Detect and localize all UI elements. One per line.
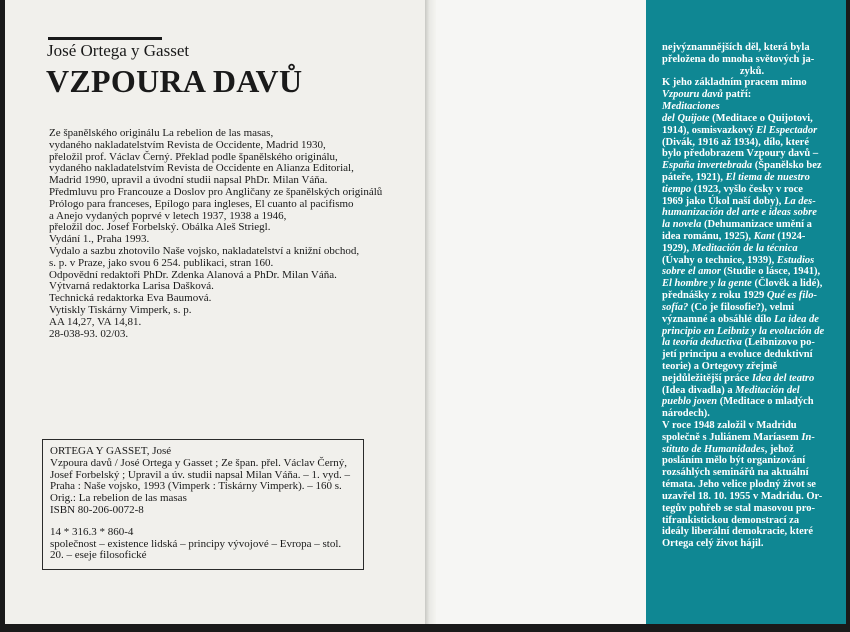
blurb-line: témata. Jeho velice plodný život se [662,479,816,491]
catalog-line: Vzpoura davů / José Ortega y Gasset ; Ze špan. přel. Václav Černý, [50,456,348,469]
imprint-line: Předmluvu pro Francouze a Doslov pro Angličany ze španělských originálů [49,185,383,198]
catalog-subject-line: společnost – existence lidská – principy vývojové – Evropa – stol. [50,537,342,550]
blurb-line: nejvýznamnějších děl, která byla [662,42,810,53]
blurb-line: bylo předobrazem Vzpoury davů – [662,148,819,160]
blurb-line: tegův pohřeb se stal masovou pro- [662,502,815,514]
book-title: VZPOURA DAVŮ [46,63,303,99]
blurb-line: El hombre y la gente (Člověk a lidé), [662,278,823,290]
blurb-line: páteře, 1921), El tiema de nuestro [662,171,810,183]
author-name: José Ortega y Gasset [47,41,190,60]
catalog-line: Josef Forbelský ; Upravil a úv. studii napsal Milan Váňa. – 1. vyd. – [50,468,351,481]
catalog-line: Orig.: La rebelion de las masas [50,492,187,505]
blurb-line: uzavřel 18. 10. 1955 v Madridu. Or- [662,490,823,502]
blurb-line: nejdůležitější práce Idea del teatro [662,372,815,384]
blurb-line: V roce 1948 založil v Madridu [662,420,797,431]
catalog-line: ISBN 80-206-0072-8 [50,503,144,516]
imprint-line: Madrid 1990, upravil a úvodní studii napsal PhDr. Milan Váňa. [49,174,328,187]
blurb-line: K jeho základním pracem mimo [662,77,807,89]
blurb-line: España invertebrada (Španělsko bez [662,160,822,172]
blurb-line: humanización del arte e ideas sobre [662,207,817,219]
blurb-line: jetí principu a evoluce deduktivní [662,349,813,361]
blurb-line: Vzpouru davů patří: [662,89,752,101]
blurb-line: společně s Juliánem Maríasem In- [662,431,815,443]
imprint-line: Výtvarná redaktorka Larisa Dašková. [49,280,214,293]
blurb-line: la teoría deductiva (Leibnizovo po- [662,337,815,349]
blurb-line: idea románu, 1925), Kant (1924- [662,231,806,242]
imprint-line: Odpovědní redaktoři PhDr. Zdenka Alanová a PhDr. Milan Váňa. [49,268,337,281]
catalog-line: Praha : Naše vojsko, 1993 (Vimperk : Tiskárny Vimperk). – 160 s. [50,480,342,493]
title-rule [48,37,162,40]
blurb-line: tifrankistickou demonstrací za [662,514,800,526]
blurb-line: sobre el amor (Studie o lásce, 1941), [662,266,821,278]
blurb-line: ideály liberální demokracie, které [662,526,814,538]
imprint-line: Ze španělského originálu La rebelion de las masas, [49,127,274,139]
blurb-line: zyků. [739,65,765,77]
blurb-line: národech). [662,408,710,420]
blurb-line: přeložena do mnoha světových ja- [662,53,815,65]
blurb-line: 1914), osmisvazkový El Espectador [662,124,818,136]
imprint-line: s. p. v Praze, jako svou 6 254. publikaci, stran 160. [49,256,274,269]
imprint-line: Vydání 1., Praha 1993. [49,233,150,246]
imprint-line: přeložil doc. Josef Forbelský. Obálka Aleš Striegl. [49,221,271,234]
book-gutter [425,0,436,632]
blurb-line: Ortega celý život hájil. [662,538,764,550]
blurb-line: tiempo (1923, vyšlo česky v roce [662,183,803,195]
blurb-line: 1969 jako Úkol naší doby), La des- [662,195,816,207]
imprint-line: vydaného nakladatelstvím Revista de Occidente, Madrid 1930, [49,138,326,151]
blurb-line: principio en Leibniz y la evolución de [662,325,825,337]
scan-border [0,624,850,632]
blurb-line: teorie) a Ortegovy zřejmě [662,360,778,372]
blurb-line: del Quijote (Meditace o Quijotovi, [662,112,813,124]
blurb-line: Meditaciones [662,101,720,113]
catalog-subject-line: 14 * 316.3 * 860-4 [50,525,134,538]
blurb-line: rozsáhlých seminářů na aktuální [662,467,809,479]
author-blurb [662,42,842,550]
blurb-line: (Idea divadla) a Meditación del [662,384,800,396]
catalog-line: ORTEGA Y GASSET, José [50,445,172,457]
imprint-line: přeložil prof. Václav Černý. Překlad podle španělského originálu, [49,150,338,163]
imprint-line: a Anejo vydaných poprvé v letech 1937, 1938 a 1946, [49,209,287,222]
blurb-line: stituto de Humanidades, jehož [662,443,794,455]
blurb-line: la novela (Dehumanizace umění a [662,219,812,231]
catalog-card [42,439,364,570]
imprint-line: Technická redaktorka Eva Baumová. [49,292,212,305]
blurb-line: 1929), Meditación de la técnica [662,242,798,254]
imprint-line: Vytiskly Tiskárny Vimperk, s. p. [49,303,192,316]
blurb-line: významné a obsáhlé dílo La idea de [662,313,819,325]
blurb-line: (Divák, 1916 až 1934), dílo, které [662,136,809,148]
imprint-line: Prólogo para franceses, Epílogo para ingleses, El cuanto al pacifismo [49,197,354,210]
imprint-line: vydaného nakladatelstvím Revista de Occidente en Alianza Editorial, [49,162,354,175]
blurb-line: (Úvahy o technice, 1939), Estudios [662,254,815,266]
blurb-line: pueblo joven (Meditace o mladých [662,396,814,408]
imprint-block [49,128,419,340]
imprint-line: 28-038-93. 02/03. [49,327,129,340]
imprint-line: Vydalo a sazbu zhotovilo Naše vojsko, nakladatelství a knižní obchod, [49,244,360,257]
blurb-line: sofía? (Co je filosofie?), velmi [662,301,795,313]
blurb-line: přednášky z roku 1929 Qué es filo- [662,290,817,302]
blurb-line: posláním mělo být organizování [662,455,806,467]
imprint-line: AA 14,27, VA 14,81. [49,315,142,328]
catalog-subject-line: 20. – eseje filosofické [50,549,147,562]
